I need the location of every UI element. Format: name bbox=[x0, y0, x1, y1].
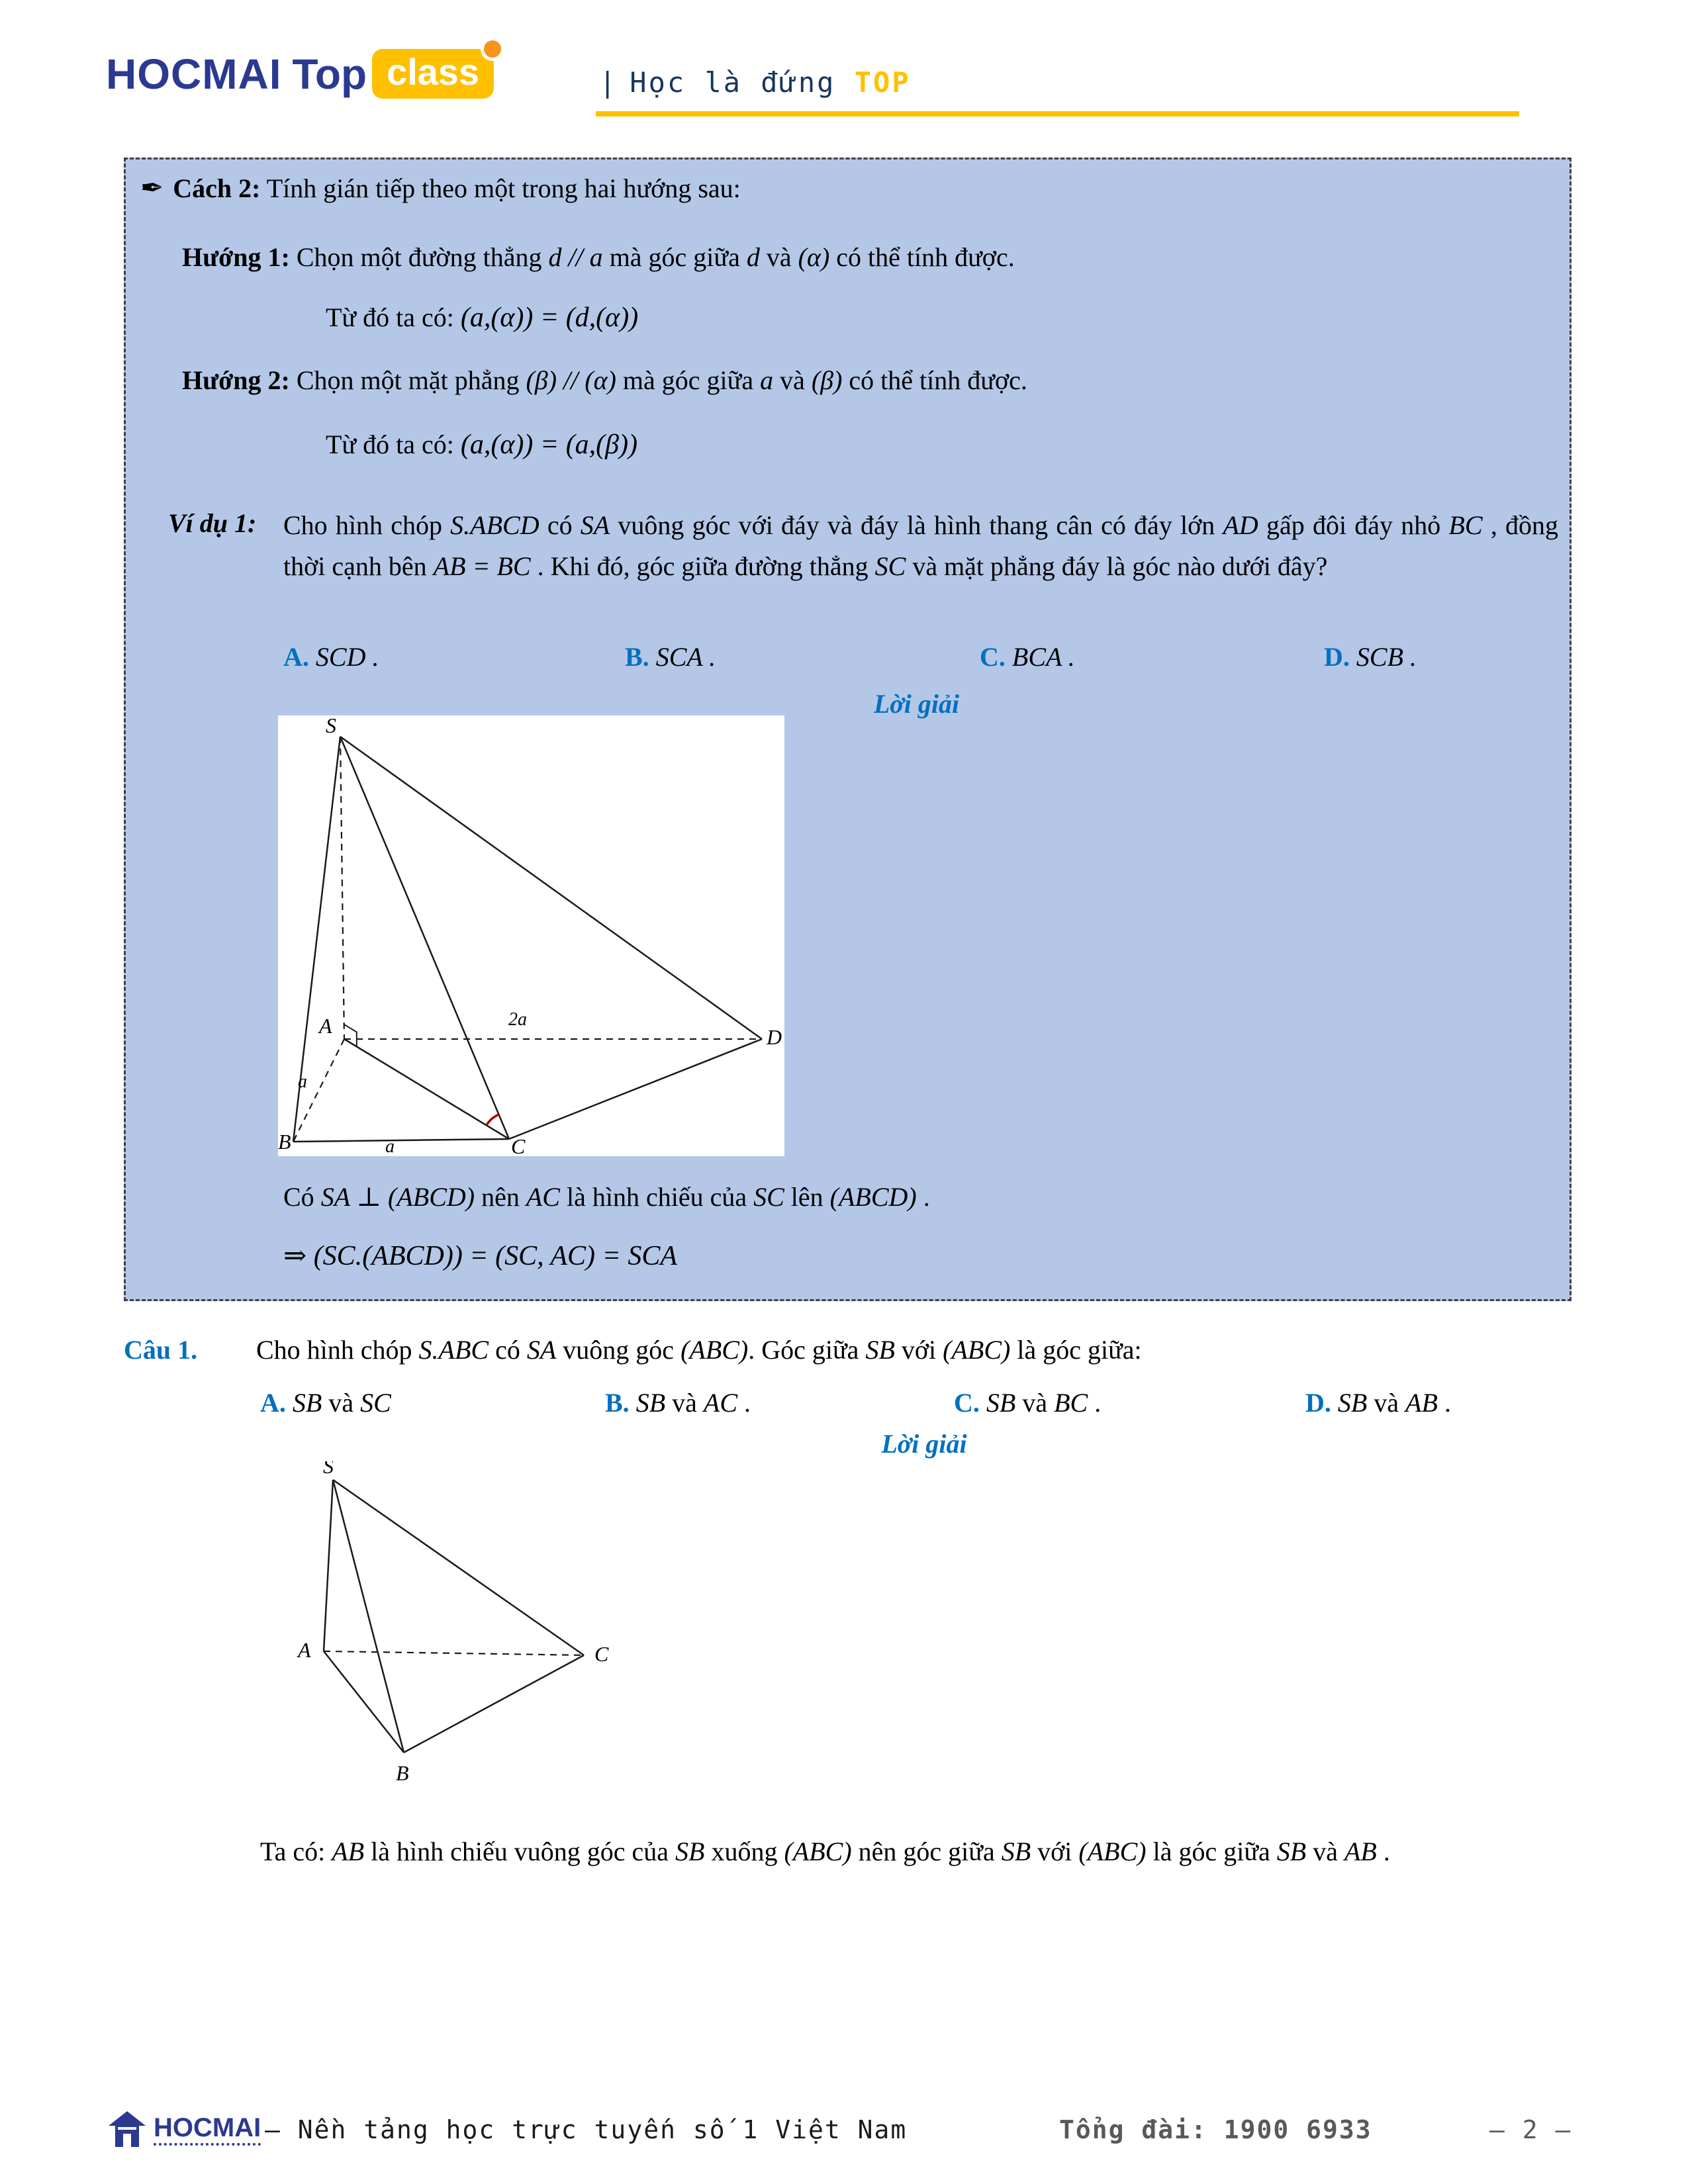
math: SB bbox=[675, 1837, 705, 1866]
text: , đồng thời cạnh bên bbox=[283, 510, 1559, 581]
answer-text: SCB . bbox=[1356, 642, 1417, 672]
text: là hình chiếu vuông góc của bbox=[364, 1837, 676, 1866]
text: . bbox=[916, 1182, 930, 1212]
math: AB = BC bbox=[433, 551, 531, 581]
math: AC bbox=[703, 1388, 738, 1418]
vertex-label-C: C bbox=[594, 1642, 609, 1666]
question-1-line bbox=[124, 1334, 1646, 1365]
solution-heading-question-1 bbox=[0, 1428, 1688, 1459]
formula-2: (a,(α)) = (a,(β)) bbox=[460, 430, 638, 460]
pyramid-labels bbox=[278, 715, 782, 1156]
answer-letter: D. bbox=[1324, 642, 1350, 672]
pyramid-hidden-edges bbox=[293, 737, 762, 1142]
text: và bbox=[773, 365, 812, 395]
math: BC bbox=[1448, 510, 1483, 540]
footer-hotline: Tổng đài: 1900 6933 bbox=[1059, 2115, 1372, 2144]
answer-option-C bbox=[980, 639, 1324, 676]
logo-class-badge bbox=[372, 49, 494, 99]
answer-option-B bbox=[605, 1387, 954, 1418]
final-formula: ⇒ (SC.(ABCD)) = (SC, AC) = SCA bbox=[283, 1241, 678, 1271]
answer-option-D bbox=[1324, 639, 1417, 676]
length-label-AB: a bbox=[298, 1071, 307, 1092]
tagline-pipe: | bbox=[599, 66, 618, 99]
formula-2-line bbox=[326, 426, 637, 465]
vertex-label-S: S bbox=[326, 715, 336, 737]
answer-option-D bbox=[1305, 1387, 1451, 1418]
math: (ABCD) bbox=[829, 1182, 917, 1212]
math: AD bbox=[1223, 510, 1258, 540]
math: a bbox=[760, 365, 774, 395]
text: và bbox=[759, 242, 798, 272]
text: có bbox=[489, 1335, 527, 1365]
math: SB bbox=[865, 1335, 895, 1365]
answer-text: SCA . bbox=[655, 642, 716, 672]
direction-2-label: Hướng 2: bbox=[182, 365, 290, 395]
tagline-top: TOP bbox=[854, 66, 911, 99]
pyramid-visible-edges bbox=[293, 737, 762, 1142]
figure-tetrahedron-sabc bbox=[295, 1461, 633, 1792]
footer-page-number: – 2 – bbox=[1489, 2115, 1572, 2144]
text: với bbox=[1031, 1837, 1079, 1866]
math: AB bbox=[332, 1837, 365, 1866]
text: với bbox=[894, 1335, 943, 1365]
formula-1-line bbox=[326, 298, 638, 338]
text: gấp đôi đáy nhỏ bbox=[1258, 510, 1449, 540]
answer-letter: D. bbox=[1305, 1388, 1331, 1418]
math: SB bbox=[1001, 1837, 1031, 1866]
length-label-AD: 2a bbox=[508, 1009, 527, 1030]
math: SB bbox=[635, 1388, 666, 1418]
footer-logo-text: HOCMAI bbox=[154, 2113, 261, 2146]
logo-class-text: class bbox=[387, 51, 480, 93]
header-rule bbox=[596, 111, 1519, 116]
math: S.ABC bbox=[418, 1335, 489, 1365]
text: xuống bbox=[704, 1837, 784, 1866]
vertex-label-B: B bbox=[396, 1761, 409, 1785]
text: và bbox=[1367, 1388, 1406, 1418]
figure-pyramid-sabcd bbox=[278, 715, 784, 1156]
text: . bbox=[1376, 1837, 1390, 1866]
text: vuông góc với đáy và đáy là hình thang cân có đáy lớn bbox=[610, 510, 1223, 540]
tetra-hidden-edges bbox=[324, 1651, 584, 1655]
text: và bbox=[1015, 1388, 1055, 1418]
math: (ABC) bbox=[784, 1837, 852, 1866]
answer-text: SCD . bbox=[315, 642, 379, 672]
vertex-label-A: A bbox=[319, 1014, 332, 1038]
math: AC bbox=[526, 1182, 560, 1212]
formula-lead: Từ đó ta có: bbox=[326, 302, 461, 332]
pen-icon: ✒ bbox=[140, 171, 164, 204]
text: là hình chiếu của bbox=[559, 1182, 754, 1212]
direction-1-label: Hướng 1: bbox=[182, 242, 290, 272]
formula-1: (a,(α)) = (d,(α)) bbox=[460, 302, 639, 333]
vertex-label-C: C bbox=[511, 1134, 526, 1156]
formula-lead: Từ đó ta có: bbox=[326, 430, 461, 459]
text: Có bbox=[283, 1182, 321, 1212]
answer-option-B bbox=[625, 639, 980, 676]
vertex-label-S: S bbox=[323, 1461, 334, 1478]
text: . Góc giữa bbox=[748, 1335, 866, 1365]
text: . Khi đó, góc giữa đường thẳng bbox=[530, 551, 875, 581]
answer-letter: C. bbox=[954, 1388, 980, 1418]
text: mà góc giữa bbox=[616, 365, 761, 395]
math: BC bbox=[1054, 1388, 1088, 1418]
text: có thể tính được. bbox=[829, 242, 1015, 272]
text: Cho hình chóp bbox=[283, 510, 451, 540]
header-tagline bbox=[599, 66, 911, 99]
text: . bbox=[1088, 1388, 1102, 1418]
math: SC bbox=[360, 1388, 391, 1418]
answer-option-C bbox=[954, 1387, 1305, 1418]
answer-letter: A. bbox=[283, 642, 309, 672]
example-1-label: Ví dụ 1: bbox=[168, 508, 257, 538]
text: . bbox=[1437, 1388, 1451, 1418]
text: và mặt phẳng đáy là góc nào dưới đây? bbox=[906, 551, 1328, 581]
math: SA bbox=[526, 1335, 557, 1365]
tetrahedron-sabc-svg bbox=[295, 1461, 633, 1792]
method-2-text: Tính gián tiếp theo một trong hai hướng sau: bbox=[260, 173, 741, 203]
math: SA bbox=[580, 510, 610, 540]
example-1-text bbox=[283, 505, 1558, 587]
math: (α) bbox=[798, 242, 830, 272]
text: là góc giữa: bbox=[1010, 1335, 1142, 1365]
math: (β) bbox=[811, 365, 843, 395]
answer-letter: B. bbox=[605, 1388, 630, 1418]
logo-badge-dot-icon bbox=[481, 37, 504, 61]
example-1-block bbox=[168, 505, 1558, 587]
math: SB bbox=[292, 1388, 322, 1418]
answer-option-A bbox=[260, 1387, 605, 1418]
method-2-label: Cách 2: bbox=[173, 173, 261, 203]
angle-arc-SCA bbox=[487, 1115, 499, 1125]
text: và bbox=[322, 1388, 361, 1418]
math: SC bbox=[753, 1182, 784, 1212]
text: . bbox=[737, 1388, 751, 1418]
math: SB bbox=[986, 1388, 1016, 1418]
math: SB bbox=[1276, 1837, 1307, 1866]
text: và bbox=[665, 1388, 704, 1418]
text: là góc giữa bbox=[1146, 1837, 1277, 1866]
vertex-label-B: B bbox=[278, 1130, 291, 1154]
direction-2-line bbox=[182, 362, 1027, 399]
text: Chọn một đường thẳng bbox=[289, 242, 549, 272]
text: Cho hình chóp bbox=[256, 1335, 419, 1365]
text: mà góc giữa bbox=[602, 242, 747, 272]
math: AB bbox=[1405, 1388, 1438, 1418]
math: SB bbox=[1337, 1388, 1368, 1418]
text: Ta có: bbox=[260, 1837, 332, 1866]
logo-hocmai-text: HOCMAI bbox=[106, 50, 282, 98]
math: d // a bbox=[548, 242, 603, 272]
question-1-label: Câu 1. bbox=[124, 1335, 198, 1365]
answer-row-example-1 bbox=[283, 639, 1417, 676]
footer-tagline: – Nền tảng học trực tuyến số 1 Việt Nam bbox=[265, 2115, 908, 2144]
math: AB bbox=[1344, 1837, 1377, 1866]
tetra-labels bbox=[297, 1461, 609, 1785]
text: nên góc giữa bbox=[851, 1837, 1002, 1866]
text: có bbox=[539, 510, 581, 540]
solution-heading-text: Lời giải bbox=[881, 1429, 967, 1459]
solution-heading-text: Lời giải bbox=[873, 689, 960, 719]
hocmai-logo bbox=[106, 49, 494, 99]
method-2-heading bbox=[140, 169, 741, 208]
house-icon bbox=[106, 2110, 148, 2148]
math: d bbox=[746, 242, 760, 272]
answer-row-question-1 bbox=[260, 1387, 1451, 1418]
length-label-BC: a bbox=[385, 1136, 395, 1156]
answer-text: BCA . bbox=[1011, 642, 1075, 672]
math: (ABC) bbox=[943, 1335, 1011, 1365]
text: nên bbox=[475, 1182, 526, 1212]
math: (ABC) bbox=[1078, 1837, 1147, 1866]
math: S.ABCD bbox=[450, 510, 539, 540]
math: SA ⊥ (ABCD) bbox=[320, 1182, 475, 1212]
vertex-label-A: A bbox=[298, 1638, 311, 1662]
method-box bbox=[124, 158, 1571, 1301]
conclusion-line bbox=[283, 1179, 930, 1216]
math: SC bbox=[874, 551, 906, 581]
answer-letter: A. bbox=[260, 1388, 286, 1418]
text: lên bbox=[784, 1182, 830, 1212]
page-footer bbox=[0, 2110, 1688, 2163]
answer-letter: B. bbox=[625, 642, 649, 672]
footer-logo bbox=[106, 2110, 261, 2148]
math: (β) // (α) bbox=[526, 365, 616, 395]
text: và bbox=[1306, 1837, 1344, 1866]
pyramid-sabcd-svg bbox=[278, 715, 784, 1156]
question-1-solution bbox=[260, 1820, 1594, 1883]
text: vuông góc bbox=[556, 1335, 681, 1365]
vertex-label-D: D bbox=[767, 1025, 782, 1049]
math: (ABC) bbox=[680, 1335, 749, 1365]
final-formula-line bbox=[283, 1237, 677, 1276]
logo-top-text: Top bbox=[292, 50, 367, 98]
text: có thể tính được. bbox=[842, 365, 1027, 395]
direction-1-line bbox=[182, 239, 1015, 276]
answer-letter: C. bbox=[980, 642, 1006, 672]
tetra-visible-edges bbox=[324, 1480, 584, 1752]
answer-option-A bbox=[283, 639, 625, 676]
tagline-text: Học là đứng bbox=[630, 66, 836, 99]
text: Chọn một mặt phẳng bbox=[289, 365, 526, 395]
